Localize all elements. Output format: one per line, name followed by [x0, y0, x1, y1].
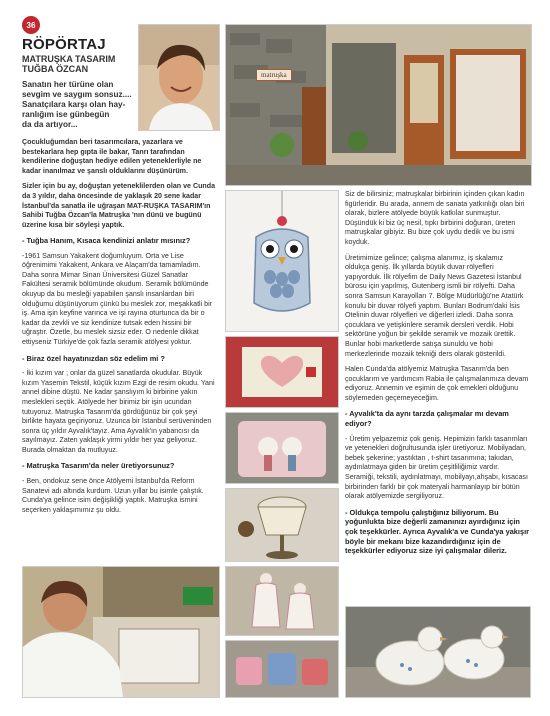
birds-image: [346, 607, 530, 697]
heart-tile-image: [226, 337, 338, 407]
shop-front-photo: [225, 24, 532, 186]
portrait-image: [139, 25, 219, 130]
artist-image: [23, 567, 219, 697]
subtitle-line-1: MATRUŞKA TASARIM: [22, 54, 116, 64]
closing-remark: - Oldukça tempolu çalıştığınız biliyorum. Bu yoğunlukta bize değerli zamanınızı ayırdığınız için çok teşekkürler. Ayrıca Ayvalık'a ve Cunda'ya yakışır böyle bir mekanı bize kazandırdığınız için de teşekkürler ediyoruz size iyi çalışmalar dileriz.: [345, 507, 530, 556]
lead-paragraph-1: Çocukluğumdan beri tasarımcılara, yazarlara ve bestekarlara hep gıpta ile bakar, Tanrı tarafından kendilerine doğuştan hediye edilen yeteneklerliyle ne kadar inanılmaz ve şanslı olduklarını düşünürüm.: [22, 138, 202, 175]
dolls-image: [226, 567, 338, 635]
lamp-image: [226, 489, 338, 561]
section-title: RÖPÖRTAJ: [22, 36, 106, 53]
answer: - Üretim yelpazemiz çok geniş. Hepimizin farklı tasarımları ve yetenekleri doğrultusunda işler üretiyoruz. Mobilyadan, bebek şekerine; yastıktan , t-shirt tasarımına; takıdan, aydınlatmaya giden bir üretim çeşitliliğimiz vardır. Seramiği, tekstili, aydınlatmayı, mobilyayı,ahşabı, kısacası birbirinden farklı bir çok materyali harmanlayıp bir bütün olarak atölyemizde sergiliyoruz.: [345, 434, 528, 501]
answer: Siz de bilirsiniz; matruşkalar birbirinin içinden çıkan kadın figürleridir. Bu arada, annem de sanata yatkınlığı olan biri olarak, bizlere atölyede büyük katkılar sunmuştur. Düşündük ki biz üç nesil, tıpkı birbirini doğuran, üreten matruşkalar gibiyiz. Bu bize çok uydu dedik ve bu ismi koyduk.: [345, 190, 525, 246]
answer: - Ben, ondokuz sene önce Atölyemi İstanbul'da Reform Sanatevi adı altında kurdum. Uzun yıllar bu isimle çalıştık. Cunda'ya gelince isim değişikliği yaptık. Matruşka ismini seçerken yaklaşımımız şu oldu.: [22, 477, 204, 514]
intro-line: Sanatın her türüne olan: [22, 80, 114, 89]
portrait-photo: [138, 24, 220, 131]
answer: - İki kızım var ; onlar da güzel sanatlarda okudular. Büyük kızım Yasemin Tekstil, küçük kızım Ezgi de resim okudu. Yani annel dibine düştü. Ne kadar şanslıyım ki birbirine yakın meslekleri seçtik. Atölyede her birimiz bir işin ucundan tutuyoruz. Matruşka Tasarım'da gördüğünüz bir çok şeyi birlikte hayata geçiriyoruz. Uzunca bir İstanbul serüveninden sonra üç yıldır Ayvalık'tayız. Ama Ayvalık'ın yabancısı da sayılmayız. Zaten yaklaşık yirmi yıldır her yaz geliyoruz. Burada olmaktan da mutluyuz.: [22, 369, 215, 454]
question: - Ayvalık'ta da aynı tarzda çalışmalar mı devam ediyor?: [345, 409, 509, 429]
subtitle-line-2: TUĞBA ÖZCAN: [22, 64, 89, 74]
heart-tile-photo: [225, 336, 339, 408]
answer: -1961 Samsun Yakakent doğumluyum. Orta ve Lise öğrenimimi Yakakent, Ankara ve Alaçam'da tamamladım. Daha sonra Mimar Sinan Üniversitesi Güzel Sanatlar Fakültesi seramik bölümünde okudum. Seramik bölümünde okuyup da bu mesleği yapabilen şanslı insanlardan biri olduğumu düşünüyorum çünkü bu meslek zor, meşakkatli bir iş. Ama işin keyfine varınca ve işi rayına oturtunca da bir o kadar da zevkli ve siz kendinize tutsak eden hissini bir uğraştır. Özetle, bu meslek sizsiz eder. O nedenle dikkat ettiyseniz Türkiye'de çok fazla seramik atölyesi yoktur.: [22, 251, 213, 346]
intro-text: [22, 80, 140, 130]
shop-image: [226, 25, 531, 185]
bird-figurines-photo: [345, 606, 531, 698]
cushion-photo: [225, 412, 339, 484]
lamp-photo: [225, 488, 339, 562]
owl-image: [226, 191, 338, 331]
answer: Üretimimize gelince; çalışma alanımız, iş skalamız oldukça geniş. İlk yıllarda büyük duvar rölyefleri yapıyorduk. İlk rölyefim de Daily News Gazetesi İstanbul bürosu için yapılmış, Gutenberg ismli bir rölyefti. Daha sonra Samsun Karayolları 7. Bölge Müdürlüğü'ne Atatürk konulu bir duvar rölyefi yaptım. Bunları Bodrum'daki İsis Otelinin duvar rölyefleri ve diğerleri izledi. Daha sonra çocuklara ve yetişkinlere seramik dersleri verdik. Hobi sektörüne yoğun bir şekilde seramik ve mozaik ürettik. Bunlar hobi marketlerde satışa sunuldu ve hobi merkezlerinde mozaik tekniği ders olarak gösterildi.: [345, 253, 524, 358]
question: - Tuğba Hanım, Kısaca kendinizi anlatır mısınız?: [22, 236, 191, 245]
right-column: [345, 190, 529, 556]
lead-paragraphs: [22, 138, 218, 230]
cushion-image: [226, 413, 338, 483]
intro-line: da da artıyor...: [22, 120, 78, 129]
artist-at-work-photo: [22, 566, 220, 698]
intro-line: sevgim ve saygım sonsuz....: [22, 90, 132, 99]
shop-sign: matruşka: [256, 69, 292, 81]
page-number-badge: 36: [22, 16, 40, 34]
question: - Matruşka Tasarım'da neler üretiyorsunuz?: [22, 461, 175, 471]
intro-line: Sanatçılara karşı olan hay-: [22, 100, 126, 109]
owl-ornament-photo: [225, 190, 339, 332]
section-subtitle: [22, 54, 115, 74]
toys-image: [226, 641, 338, 697]
intro-line: ranlığım ise günbegün: [22, 110, 110, 119]
lead-paragraph-2: Sizler için bu ay, doğuştan yeteneklilerden olan ve Cunda da 3 yıldır, daha öncesinde de yaklaşık 20 sene kadar İstanbul'da sanatla ile uğraşan MAT-RUŞKA TASARIM'ın Sahibi Tuğba Özcan'la Matruşka 'nın dünü ve bugünü üzerine kısa bir söyleşi yaptık.: [22, 182, 216, 229]
toys-photo: [225, 640, 339, 698]
answer: Halen Cunda'da atölyemiz Matruşka Tasarım'da ben çocuklarım ve yardımcım Rabia ile çalışmalarımıza devam ediyoruz. Annemin ve eşimin de çok emekleri olduğunu söylemeden geçemeyeceğim.: [345, 365, 529, 402]
left-column: [22, 236, 218, 515]
ceramic-dolls-photo: [225, 566, 339, 636]
question: - Biraz özel hayatınızdan söz edelim mi ?: [22, 353, 165, 363]
